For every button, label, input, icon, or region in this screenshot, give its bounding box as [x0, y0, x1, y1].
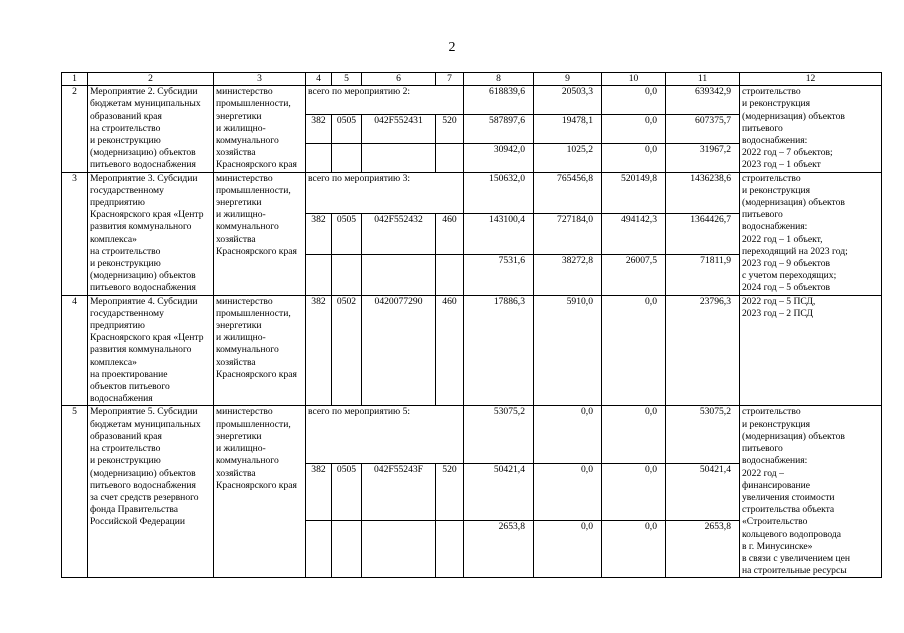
amount-federal — [602, 115, 666, 144]
amount-federal — [534, 463, 602, 520]
text-line: бюджетам муниципальных — [90, 98, 201, 110]
text-line: (модернизация) объектов — [742, 110, 845, 122]
text-line: Красноярского края «Центр — [90, 332, 204, 344]
cell-value: 30942,0 — [493, 143, 525, 155]
cell-value: 19478,1 — [561, 115, 593, 126]
text-line: коммунального — [216, 455, 279, 467]
text-line: 2022 год – 1 объект, — [742, 233, 823, 245]
text-line: (модернизацию) объектов — [90, 270, 196, 282]
amount-federal — [534, 213, 602, 254]
cell-value: 0505 — [336, 115, 357, 126]
header-cell: 3 — [214, 73, 306, 86]
text-line: Мероприятие 3. Субсидии — [90, 172, 198, 184]
text-line: Мероприятие 5. Субсидии — [90, 406, 198, 418]
amount-total — [464, 406, 534, 463]
text-line: энергетики — [216, 197, 262, 209]
expected-result — [740, 86, 882, 172]
cell-value: всего по мероприятию 3: — [308, 172, 411, 184]
text-line: государственному — [90, 184, 164, 196]
text-line: водоснабжения: — [742, 135, 808, 147]
cell-value: 042F55243F — [373, 463, 424, 475]
amount-total — [534, 86, 602, 115]
cell-value: 382 — [311, 463, 326, 475]
cell-value: 520 — [442, 115, 457, 126]
measure-name — [88, 406, 214, 578]
text-line: и реконструкция — [742, 418, 811, 430]
cell-value: 520 — [442, 463, 457, 475]
code-grbs — [306, 463, 332, 520]
cell-value: 460 — [442, 213, 457, 225]
header-cell: 6 — [362, 73, 436, 86]
amount-total — [534, 406, 602, 463]
cell-value: 382 — [311, 295, 326, 307]
empty-code-cell — [332, 254, 362, 295]
total-label — [306, 86, 464, 115]
cell-value: 2 — [72, 86, 77, 98]
measure-name — [88, 295, 214, 406]
text-line: кольцевого водопровода — [742, 528, 842, 540]
text-line: коммунального — [216, 344, 279, 356]
text-line: государственному — [90, 307, 164, 319]
text-line: и реконструкция — [742, 184, 811, 196]
table-row — [62, 86, 882, 115]
cell-value: 520149,8 — [621, 172, 657, 184]
text-line: Красноярского края — [216, 159, 297, 171]
amount-regional — [534, 143, 602, 172]
empty-code-cell — [332, 143, 362, 172]
text-line: Мероприятие 4. Субсидии — [90, 295, 198, 307]
cell-value: 5 — [72, 406, 77, 418]
text-line: бюджетам муниципальных — [90, 418, 201, 430]
text-line: хозяйства — [216, 467, 256, 479]
text-line: и реконструкция — [742, 98, 811, 110]
cell-value: 2653,8 — [498, 521, 525, 533]
header-cell: 10 — [602, 73, 666, 86]
text-line: и жилищно- — [216, 209, 266, 221]
text-line: увеличения стоимости — [742, 491, 835, 503]
empty-code-cell — [362, 143, 436, 172]
text-line: (модернизацию) объектов — [90, 147, 196, 159]
code-grbs — [306, 295, 332, 406]
text-line: энергетики — [216, 110, 262, 122]
header-cell: 8 — [464, 73, 534, 86]
agency — [214, 172, 306, 295]
cell-value: 71811,9 — [700, 254, 731, 266]
text-line: питьевого водоснабжения — [90, 479, 196, 491]
amount-total — [666, 172, 740, 213]
empty-code-cell — [306, 143, 332, 172]
text-line: 2023 год – 2 ПСД — [742, 307, 813, 319]
text-line: 2022 год – 5 ПСД, — [742, 295, 816, 307]
amount-regional — [464, 143, 534, 172]
amount-regional — [602, 521, 666, 578]
text-line: 2023 год – 1 объект — [742, 159, 821, 171]
amount-federal — [534, 115, 602, 144]
text-line: на строительство — [90, 122, 161, 134]
expected-result — [740, 295, 882, 406]
text-line: фонда Правительства — [90, 504, 179, 516]
cell-value: всего по мероприятию 5: — [308, 406, 411, 418]
amount-federal — [602, 213, 666, 254]
code-csr — [362, 295, 436, 406]
amount-regional — [602, 143, 666, 172]
text-line: коммунального — [216, 135, 279, 147]
header-cell: 12 — [740, 73, 882, 86]
text-line: «Строительство — [742, 516, 808, 528]
text-line: хозяйства — [216, 356, 256, 368]
text-line: образований края — [90, 430, 162, 442]
code-vr — [436, 463, 464, 520]
amount-federal — [464, 213, 534, 254]
text-line: предприятию — [90, 197, 145, 209]
header-cell: 1 — [62, 73, 88, 86]
text-line: 2024 год – 5 объектов — [742, 282, 831, 294]
text-line: в г. Минусинске» — [742, 540, 813, 552]
text-line: промышленности, — [216, 307, 291, 319]
text-line: питьевого — [742, 443, 783, 455]
text-line: строительство — [742, 406, 801, 418]
cell-value: 31967,2 — [699, 143, 731, 155]
row-number — [62, 86, 88, 172]
amount-federal — [464, 115, 534, 144]
amount — [602, 295, 666, 406]
cell-value: 0,0 — [645, 115, 657, 126]
cell-value: 587897,6 — [489, 115, 525, 126]
text-line: за счет средств резервного — [90, 491, 199, 503]
amount-federal — [666, 213, 740, 254]
text-line: Красноярского края — [216, 479, 297, 491]
text-line: Российской Федерации — [90, 516, 185, 528]
table-row — [62, 172, 882, 213]
cell-value: 5910,0 — [566, 295, 593, 307]
cell-value: 50421,4 — [493, 463, 525, 475]
text-line: энергетики — [216, 320, 262, 332]
text-line: (модернизация) объектов — [742, 430, 845, 442]
amount-total — [666, 86, 740, 115]
text-line: строительство — [742, 86, 801, 98]
text-line: на строительные ресурсы — [742, 565, 847, 577]
text-line: и реконструкцию — [90, 135, 161, 147]
text-line: финансирование — [742, 479, 811, 491]
empty-code-cell — [362, 254, 436, 295]
cell-value: 50421,4 — [699, 463, 731, 475]
header-cell: 4 — [306, 73, 332, 86]
header-cell: 9 — [534, 73, 602, 86]
text-line: комплекса» — [90, 233, 137, 245]
text-line: развития коммунального — [90, 221, 192, 233]
text-line: (модернизацию) объектов — [90, 467, 196, 479]
expected-result — [740, 406, 882, 578]
text-line: развития коммунального — [90, 344, 192, 356]
text-line: промышленности, — [216, 98, 291, 110]
cell-value: 26007,5 — [625, 254, 657, 266]
empty-code-cell — [332, 521, 362, 578]
cell-value: 382 — [311, 213, 326, 225]
cell-value: 0420077290 — [374, 295, 423, 307]
total-label — [306, 406, 464, 463]
text-line: хозяйства — [216, 147, 256, 159]
cell-value: 0,0 — [645, 295, 657, 307]
text-line: хозяйства — [216, 233, 256, 245]
cell-value: 0,0 — [645, 143, 657, 155]
text-line: Красноярского края — [216, 245, 297, 257]
cell-value: 20503,3 — [561, 86, 593, 98]
text-line: водоснабжения: — [742, 221, 808, 233]
cell-value: 2653,8 — [704, 521, 731, 533]
cell-value: 0,0 — [581, 521, 593, 533]
cell-value: 0,0 — [581, 463, 593, 475]
row-number — [62, 295, 88, 406]
amount-regional — [602, 254, 666, 295]
text-line: Красноярского края «Центр — [90, 209, 204, 221]
table-row — [62, 295, 882, 406]
cell-value: 494142,3 — [621, 213, 657, 225]
cell-value: 0,0 — [645, 86, 657, 98]
text-line: строительства объекта — [742, 504, 835, 516]
measure-name — [88, 86, 214, 172]
empty-code-cell — [436, 143, 464, 172]
text-line: в связи с увеличением цен — [742, 552, 851, 564]
cell-value: 38272,8 — [561, 254, 593, 266]
text-line: министерство — [216, 406, 273, 418]
cell-value: 1025,2 — [566, 143, 593, 155]
amount-regional — [464, 254, 534, 295]
amount-total — [602, 86, 666, 115]
code-vr — [436, 115, 464, 144]
cell-value: 765456,8 — [557, 172, 593, 184]
text-line: с учетом переходящих; — [742, 270, 837, 282]
text-line: Мероприятие 2. Субсидии — [90, 86, 198, 98]
cell-value: 1436238,6 — [690, 172, 731, 184]
cell-value: 0502 — [336, 295, 357, 307]
header-row — [62, 73, 882, 86]
amount-total — [534, 172, 602, 213]
text-line: коммунального — [216, 221, 279, 233]
text-line: и реконструкцию — [90, 258, 161, 270]
amount-federal — [464, 463, 534, 520]
header-cell: 11 — [666, 73, 740, 86]
cell-value: 150632,0 — [489, 172, 525, 184]
code-grbs — [306, 115, 332, 144]
amount-total — [602, 172, 666, 213]
amount-regional — [666, 143, 740, 172]
amount-federal — [602, 463, 666, 520]
code-vr — [436, 213, 464, 254]
agency — [214, 295, 306, 406]
text-line: и жилищно- — [216, 122, 266, 134]
text-line: и жилищно- — [216, 332, 266, 344]
text-line: 2022 год – 7 объектов; — [742, 147, 833, 159]
text-line: и реконструкцию — [90, 455, 161, 467]
amount — [464, 295, 534, 406]
cell-value: 460 — [442, 295, 457, 307]
header-cell: 7 — [436, 73, 464, 86]
amount-regional — [666, 254, 740, 295]
cell-value: 23796,3 — [699, 295, 731, 307]
cell-value: 0505 — [336, 463, 357, 475]
agency — [214, 86, 306, 172]
cell-value: 7531,6 — [498, 254, 525, 266]
table-row — [62, 406, 882, 463]
cell-value: 618839,6 — [489, 86, 525, 98]
cell-value: 0,0 — [645, 521, 657, 533]
text-line: (модернизация) объектов — [742, 197, 845, 209]
cell-value: 143100,4 — [489, 213, 525, 225]
empty-code-cell — [436, 254, 464, 295]
header-cell: 5 — [332, 73, 362, 86]
cell-value: 53075,2 — [699, 406, 731, 418]
code-csr — [362, 115, 436, 144]
text-line: образований края — [90, 110, 162, 122]
empty-code-cell — [436, 521, 464, 578]
amount-total — [602, 406, 666, 463]
text-line: 2022 год – — [742, 467, 784, 479]
cell-value: 1364426,7 — [690, 213, 731, 225]
text-line: на проектирование — [90, 368, 168, 380]
cell-value: 727184,0 — [557, 213, 593, 225]
text-line: Красноярского края — [216, 368, 297, 380]
text-line: 2023 год – 9 объектов — [742, 258, 831, 270]
header-cell: 2 — [88, 73, 214, 86]
amount — [666, 295, 740, 406]
code-csr — [362, 463, 436, 520]
row-number — [62, 406, 88, 578]
text-line: предприятию — [90, 320, 145, 332]
empty-code-cell — [362, 521, 436, 578]
cell-value: 042F552432 — [374, 213, 423, 225]
code-csr — [362, 213, 436, 254]
text-line: питьевого — [742, 209, 783, 221]
cell-value: 3 — [72, 172, 77, 184]
text-line: министерство — [216, 295, 273, 307]
text-line: на строительство — [90, 245, 161, 257]
cell-value: 0,0 — [645, 406, 657, 418]
amount-regional — [464, 521, 534, 578]
cell-value: 382 — [311, 115, 326, 126]
total-label — [306, 172, 464, 213]
amount-federal — [666, 115, 740, 144]
amount-total — [464, 172, 534, 213]
amount-regional — [666, 521, 740, 578]
cell-value: 53075,2 — [493, 406, 525, 418]
text-line: комплекса» — [90, 356, 137, 368]
text-line: министерство — [216, 172, 273, 184]
amount-regional — [534, 521, 602, 578]
code-rzpr — [332, 115, 362, 144]
cell-value: 0505 — [336, 213, 357, 225]
cell-value: 17886,3 — [493, 295, 525, 307]
amount-total — [464, 86, 534, 115]
text-line: питьевого — [742, 122, 783, 134]
amount-regional — [534, 254, 602, 295]
empty-code-cell — [306, 521, 332, 578]
cell-value: 607375,7 — [695, 115, 731, 126]
text-line: водоснабжения: — [742, 455, 808, 467]
cell-value: всего по мероприятию 2: — [308, 86, 411, 98]
text-line: и жилищно- — [216, 443, 266, 455]
cell-value: 0,0 — [581, 406, 593, 418]
row-number — [62, 172, 88, 295]
code-vr — [436, 295, 464, 406]
text-line: промышленности, — [216, 418, 291, 430]
text-line: на строительство — [90, 443, 161, 455]
cell-value: 639342,9 — [695, 86, 731, 98]
code-rzpr — [332, 463, 362, 520]
cell-value: 0,0 — [645, 463, 657, 475]
empty-code-cell — [306, 254, 332, 295]
program-table — [61, 72, 882, 578]
text-line: питьевого водоснабжения — [90, 159, 196, 171]
text-line: промышленности, — [216, 184, 291, 196]
amount-federal — [666, 463, 740, 520]
text-line: питьевого водоснабжения — [90, 282, 196, 294]
code-grbs — [306, 213, 332, 254]
page-number: 2 — [448, 40, 456, 55]
text-line: водоснабжения — [90, 393, 153, 405]
amount-total — [666, 406, 740, 463]
code-rzpr — [332, 295, 362, 406]
amount — [534, 295, 602, 406]
cell-value: 4 — [72, 295, 77, 307]
expected-result — [740, 172, 882, 295]
text-line: строительство — [742, 172, 801, 184]
text-line: переходящий на 2023 год; — [742, 245, 848, 257]
code-rzpr — [332, 213, 362, 254]
text-line: объектов питьевого — [90, 381, 170, 393]
cell-value: 042F552431 — [374, 115, 423, 126]
measure-name — [88, 172, 214, 295]
agency — [214, 406, 306, 578]
text-line: министерство — [216, 86, 273, 98]
text-line: энергетики — [216, 430, 262, 442]
